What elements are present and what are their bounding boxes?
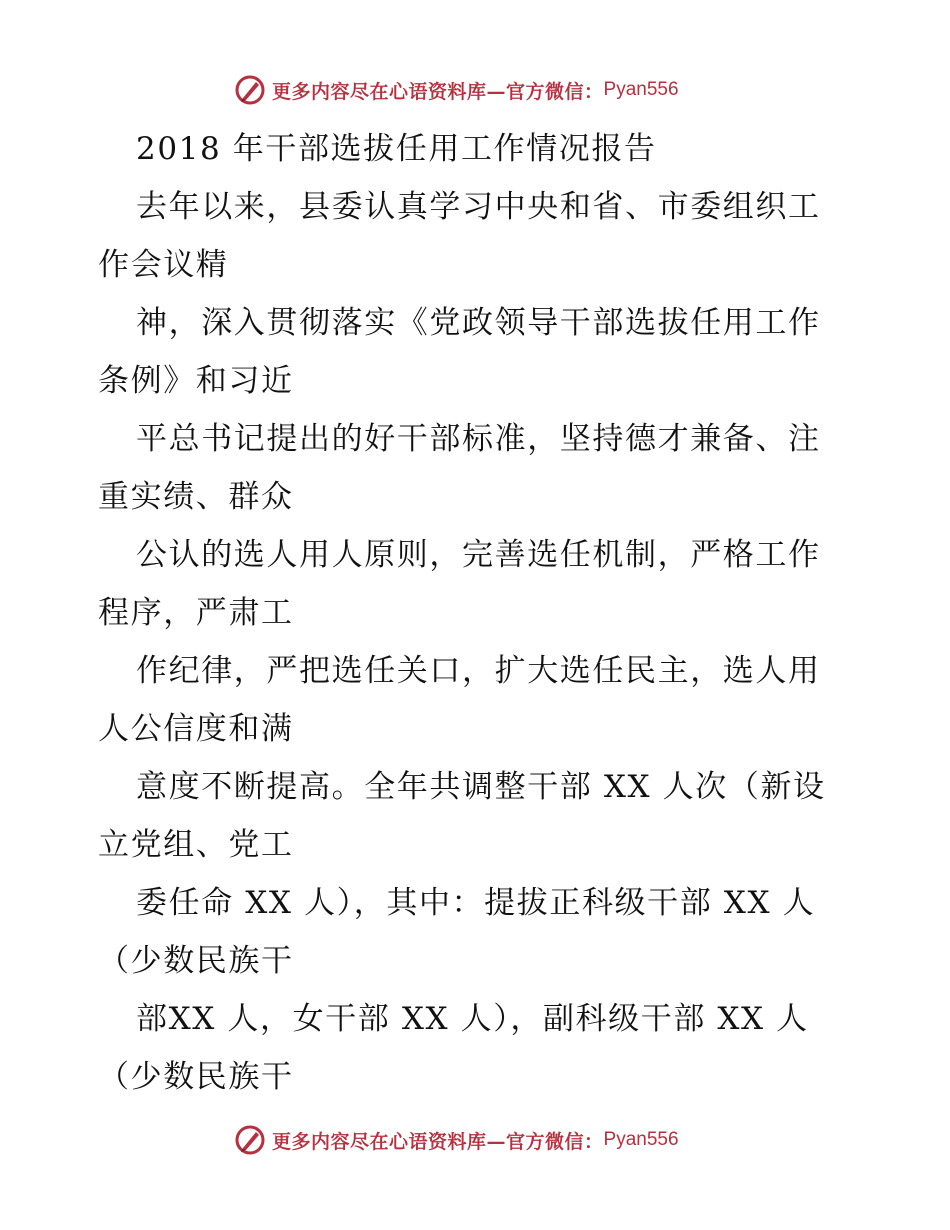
text-line: 立党组、党工 [98,827,294,863]
text-line: 作纪律，严把选任关口，扩大选任民主，选人用 [136,653,821,689]
text-line: （少数民族干 [98,943,294,979]
document-body [98,120,858,1106]
document-title: 2018 年干部选拔任用工作情况报告 [136,131,657,167]
footer-banner [234,1122,679,1158]
text-line: 重实绩、群众 [98,479,294,515]
text-line: 程序，严肃工 [98,595,294,631]
text-line: 部XX 人，女干部 XX 人），副科级干部 XX 人 [136,1001,809,1037]
text-line: 作会议精 [98,247,229,283]
pen-logo-icon [234,1124,266,1156]
banner-wechat-id: Pyan556 [603,1129,679,1150]
text-line: （少数民族干 [98,1059,294,1095]
text-line: 委任命 XX 人），其中：提拔正科级干部 XX 人 [136,885,816,921]
text-line: 公认的选人用人原则，完善选任机制，严格工作 [136,537,821,573]
pen-logo-icon [234,74,266,106]
banner-text: 更多内容尽在心语资料库—官方微信： [272,80,604,103]
banner-wechat-id: Pyan556 [603,79,679,100]
text-line: 条例》和习近 [98,363,294,399]
text-line: 平总书记提出的好干部标准，坚持德才兼备、注 [136,421,821,457]
text-line: 人公信度和满 [98,711,294,747]
header-banner [234,72,679,108]
text-line: 神，深入贯彻落实《党政领导干部选拔任用工作 [136,305,821,341]
text-line: 去年以来，县委认真学习中央和省、市委组织工 [136,189,821,225]
text-line: 意度不断提高。全年共调整干部 XX 人次（新设 [136,769,826,805]
banner-text: 更多内容尽在心语资料库—官方微信： [272,1130,604,1153]
